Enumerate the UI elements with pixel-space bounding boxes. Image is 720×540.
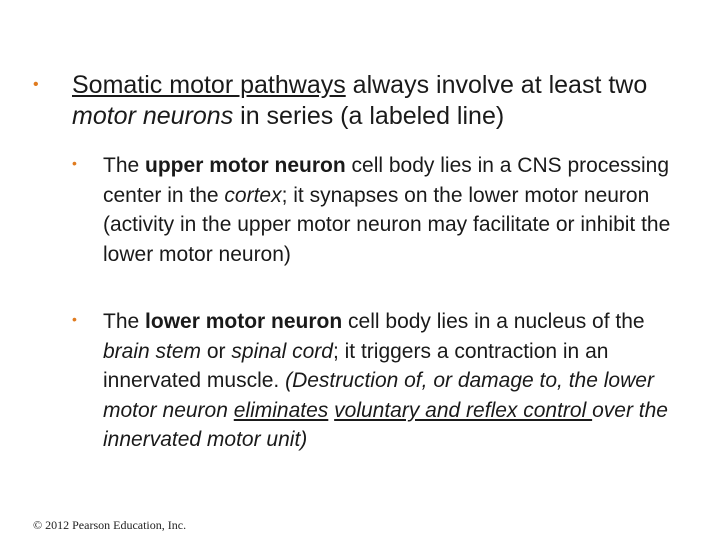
text-segment: cell body lies in a CNS processing center in the bbox=[103, 154, 670, 207]
term-upper-motor-neuron: upper motor neuron bbox=[145, 154, 346, 177]
copyright-footer: © 2012 Pearson Education, Inc. bbox=[33, 518, 187, 532]
text-segment: (Destruction of, or damage to, the lower motor neuron bbox=[103, 369, 654, 422]
bullet-marker: • bbox=[33, 76, 39, 93]
term-somatic-motor-pathways: Somatic motor pathways bbox=[72, 71, 346, 99]
emph-brain-stem: brain stem bbox=[103, 339, 202, 363]
bullet-main-text bbox=[72, 70, 682, 132]
bullet-marker: • bbox=[72, 155, 77, 171]
bullet-main bbox=[33, 70, 693, 132]
text-segment: The bbox=[103, 154, 146, 177]
text-segment: ; it triggers a contraction in an innervated muscle. bbox=[103, 339, 609, 392]
text-segment: always involve at least two bbox=[345, 71, 648, 99]
text-segment: in series (a labeled line) bbox=[233, 102, 505, 130]
emph-cortex: cortex bbox=[224, 183, 282, 207]
emph-motor-neurons: motor neurons bbox=[72, 102, 234, 130]
text-segment: The bbox=[103, 310, 146, 333]
text-segment: ; it synapses on the lower motor neuron (activity in the upper motor neuron may facilitate or inhibit the lower motor neuron) bbox=[103, 183, 671, 266]
bullet-lower-motor-neuron bbox=[72, 307, 692, 455]
bullet-lower-text bbox=[103, 307, 678, 455]
emph-spinal-cord: spinal cord bbox=[231, 339, 333, 363]
emph-voluntary-reflex-control: voluntary and reflex control bbox=[334, 398, 593, 422]
emph-eliminates: eliminates bbox=[233, 398, 329, 422]
bullet-upper-motor-neuron bbox=[72, 151, 692, 269]
text-segment: or bbox=[201, 339, 232, 363]
text-segment: cell body lies in a nucleus of the bbox=[342, 310, 645, 333]
bullet-marker: • bbox=[72, 311, 77, 327]
bullet-upper-text bbox=[103, 151, 678, 269]
text-segment: over the innervated motor unit) bbox=[103, 398, 668, 451]
term-lower-motor-neuron: lower motor neuron bbox=[145, 310, 343, 333]
